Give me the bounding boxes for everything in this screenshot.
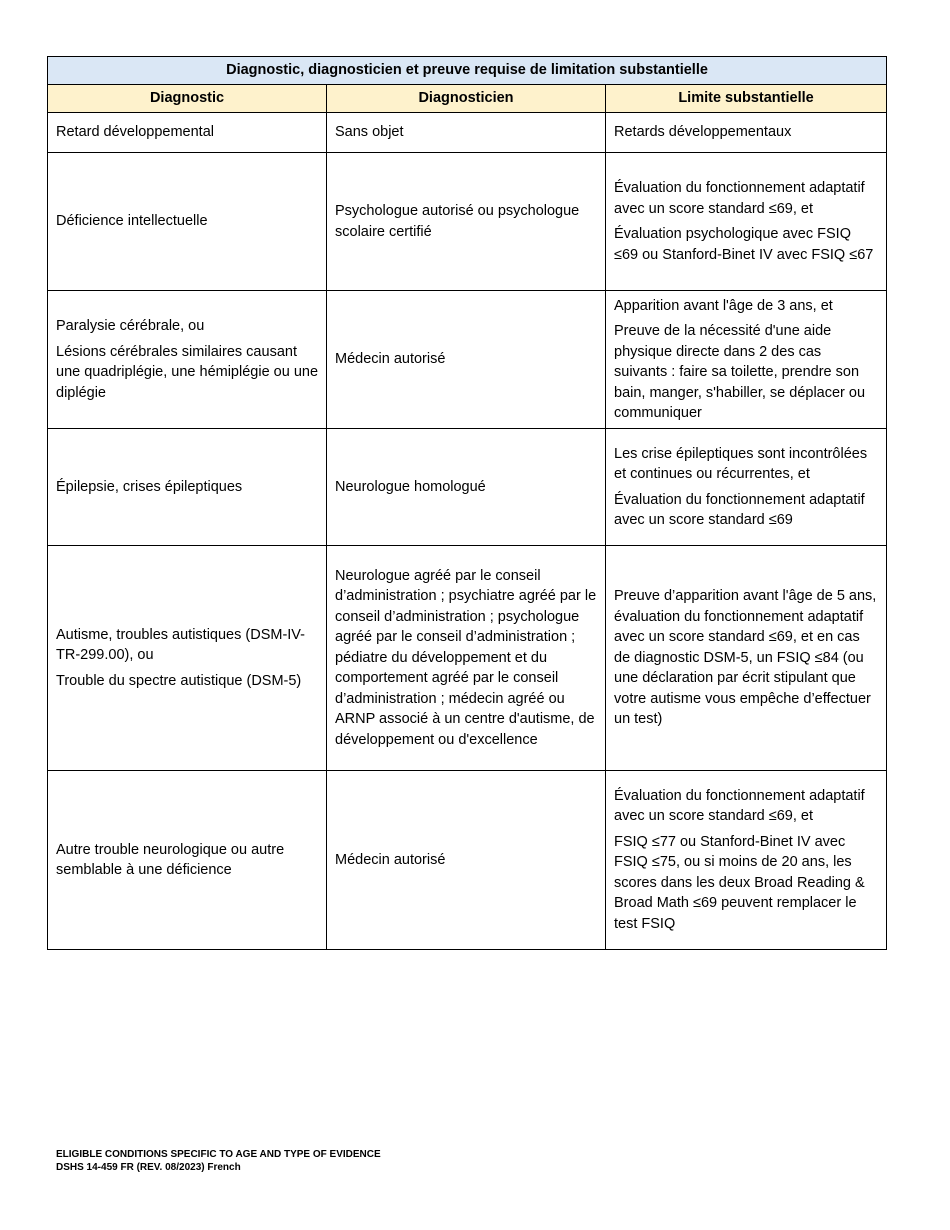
diagnostic-cell bbox=[48, 291, 327, 429]
cell-text: Évaluation psychologique avec FSIQ ≤69 ou Stanford-Binet IV avec FSIQ ≤67 bbox=[614, 226, 874, 263]
header-diagnostician: Diagnosticien bbox=[327, 85, 606, 113]
header-diagnostic: Diagnostic bbox=[48, 85, 327, 113]
diagnostic-cell bbox=[48, 153, 327, 291]
cell-text: Paralysie cérébrale, ou bbox=[56, 318, 205, 334]
cell-text: Autre trouble neurologique ou autre semblable à une déficience bbox=[56, 841, 285, 878]
table-row bbox=[48, 291, 887, 429]
cell-text: Évaluation du fonctionnement adaptatif avec un score standard ≤69, et bbox=[614, 787, 865, 825]
cell-text: Lésions cérébrales similaires causant une quadriplégie, une hémiplégie ou une diplégie bbox=[56, 343, 319, 401]
limitation-cell bbox=[606, 771, 887, 950]
cell-text: Épilepsie, crises épileptiques bbox=[56, 478, 243, 495]
diagnostician-cell bbox=[327, 113, 606, 153]
diagnostic-cell bbox=[48, 429, 327, 546]
cell-text: Psychologue autorisé ou psychologue scolaire certifié bbox=[335, 203, 580, 240]
cell-text: Retard développemental bbox=[56, 124, 214, 141]
page-footer bbox=[56, 1148, 381, 1174]
cell-text: Retards développementaux bbox=[614, 124, 792, 141]
diagnostician-cell bbox=[327, 291, 606, 429]
table-row bbox=[48, 113, 887, 153]
diagnostic-cell bbox=[48, 113, 327, 153]
diagnostician-cell bbox=[327, 153, 606, 291]
diagnostician-cell bbox=[327, 546, 606, 771]
cell-text: Trouble du spectre autistique (DSM-5) bbox=[56, 672, 302, 689]
table-title: Diagnostic, diagnosticien et preuve requise de limitation substantielle bbox=[48, 57, 887, 85]
footer-form-number: DSHS 14-459 FR (REV. 08/2023) French bbox=[56, 1162, 241, 1173]
cell-text: Apparition avant l'âge de 3 ans, et bbox=[614, 297, 833, 314]
eligibility-table bbox=[47, 56, 887, 950]
cell-text: Neurologue agréé par le conseil d’administration ; psychiatre agréé par le conseil d’administration ; psychologue agréé par le conseil d’administration ; pédiatre du développement et du comportement agréé par le conseil d’administration ; médecin agréé ou ARNP associé à un centre d'autisme, de développement ou d'excellence bbox=[335, 567, 597, 748]
cell-text: Déficience intellectuelle bbox=[56, 213, 208, 230]
cell-text: Les crise épileptiques sont incontrôlées et continues ou récurrentes, et bbox=[614, 445, 868, 482]
cell-text: Sans objet bbox=[335, 124, 404, 141]
table-header-row bbox=[48, 85, 887, 113]
cell-text: Preuve de la nécessité d'une aide physique directe dans 2 des cas suivants : faire sa toilette, prendre son bain, manger, s'habiller, se déplacer ou communiquer bbox=[614, 323, 866, 421]
table-row bbox=[48, 546, 887, 771]
limitation-cell bbox=[606, 291, 887, 429]
diagnostic-cell bbox=[48, 546, 327, 771]
limitation-cell bbox=[606, 153, 887, 291]
table-title-row bbox=[48, 57, 887, 85]
cell-text: Médecin autorisé bbox=[335, 351, 446, 368]
diagnostician-cell bbox=[327, 771, 606, 950]
cell-text: Évaluation du fonctionnement adaptatif avec un score standard ≤69 bbox=[614, 491, 865, 528]
diagnostician-cell bbox=[327, 429, 606, 546]
table-row bbox=[48, 771, 887, 950]
header-limitation: Limite substantielle bbox=[606, 85, 887, 113]
limitation-cell bbox=[606, 429, 887, 546]
table-row bbox=[48, 429, 887, 546]
cell-text: FSIQ ≤77 ou Stanford-Binet IV avec FSIQ ≤75, ou si moins de 20 ans, les scores dans les deux Broad Reading & Broad Math ≤69 peuvent remplacer le test FSIQ bbox=[614, 833, 865, 932]
cell-text: Neurologue homologué bbox=[335, 478, 486, 495]
limitation-cell bbox=[606, 546, 887, 771]
cell-text: Preuve d’apparition avant l'âge de 5 ans, évaluation du fonctionnement adaptatif avec un score standard ≤69, et en cas de diagnostic DSM-5, un FSIQ ≤84 (ou une déclaration par écrit stipulant que votre autisme vous empêche d’effectuer un test) bbox=[614, 588, 877, 728]
cell-text: Évaluation du fonctionnement adaptatif avec un score standard ≤69, et bbox=[614, 180, 865, 217]
footer-form-title: ELIGIBLE CONDITIONS SPECIFIC TO AGE AND TYPE OF EVIDENCE bbox=[56, 1149, 381, 1160]
diagnostic-cell bbox=[48, 771, 327, 950]
cell-text: Médecin autorisé bbox=[335, 851, 446, 868]
table-row bbox=[48, 153, 887, 291]
cell-text: Autisme, troubles autistiques (DSM-IV-TR-299.00), ou bbox=[56, 626, 306, 664]
limitation-cell bbox=[606, 113, 887, 153]
